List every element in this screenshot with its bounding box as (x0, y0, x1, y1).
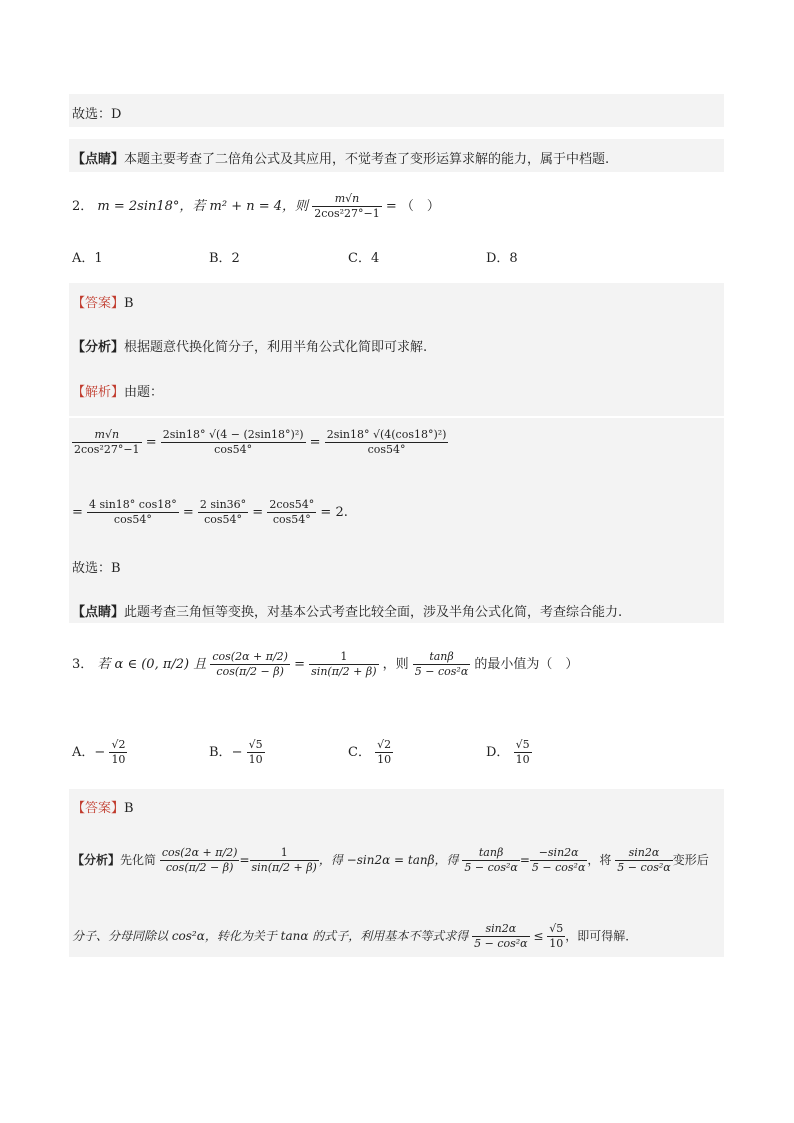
q2-solution: 【解析】由题： (72, 385, 164, 400)
q3-option-b: B．− $\frac{√5}{10}$ (209, 738, 263, 766)
analysis-tag: 【分析】 (72, 340, 125, 355)
q3-option-d: D． $\frac{√5}{10}$ (486, 738, 530, 766)
q2-stem-fraction: $\frac{m√n}{\text{2cos²27°−1}}$ (314, 192, 380, 220)
q3-rhs-fraction: $\frac{1}{\sin(\pi/2 + \beta)}$ (311, 650, 377, 678)
analysis-tag: 【分析】 (72, 852, 121, 867)
answer-tag: 【答案】 (72, 296, 125, 311)
q3-analysis-line1: 【分析】先化简 $\frac{\cos(2\alpha + \pi/2)}{\cos(\pi/2 - \beta)}$ = $\frac{1}{\sin(\pi/2 + \beta)}$ ，得 −sin2α = tanβ，得 $\frac{\tan\beta}{\text{5 − cos²α}}$ = $\frac{-\sin 2\alpha}{\text{5 − cos²α}}$ ，将 $\frac{\sin 2\alpha}{\text{5 − cos²α}}$ 变形后 (72, 846, 709, 874)
q3-stem: 3． 若 α ∈ (0, π/2) 且 $\frac{\cos(2\alpha + \pi/2)}{\cos(\pi/2 - \beta)}$ = $\frac{1}{\sin(\pi/2 + \beta)}$ ，则 $\frac{\tan\beta}{\text{5 − cos²α}}$ 的最小值为（ ） (72, 650, 579, 678)
q2-choose: 故选：B (72, 561, 121, 576)
q1-choose: 故选：D (72, 107, 122, 122)
q3-option-a: A．− $\frac{√2}{10}$ (72, 738, 126, 766)
dianjing-tag: 【点睛】 (72, 152, 125, 167)
q3-answer: 【答案】B (72, 801, 134, 816)
q1-dianjing: 【点睛】本题主要考查了二倍角公式及其应用，不觉考查了变形运算求解的能力，属于中档题. (72, 152, 610, 167)
q2-option-a: A．1 (72, 251, 103, 266)
q2-option-d: D．8 (486, 251, 518, 266)
q2-equation-1: $\frac{m√n}{\text{2cos²27°−1}}$ = $\frac{\text{2sin18° √(4 − (2sin18°)²)}}{\cos 54^\circ}$ = $\frac{\text{2sin18° √(4(cos18°)²)}}{\cos 54^\circ}$ (74, 428, 447, 456)
q2-option-b: B．2 (209, 251, 240, 266)
q2-answer: 【答案】B (72, 296, 134, 311)
q2-dianjing: 【点睛】此题考查三角恒等变换，对基本公式考查比较全面，涉及半角公式化简，考查综合能力. (72, 605, 623, 620)
q2-option-c: C．4 (348, 251, 380, 266)
q2-stem: 2． m = 2sin18°，若 m² + n = 4，则 $\frac{m√n}{\text{2cos²27°−1}}$ = （ ） (72, 192, 440, 220)
solution-tag: 【解析】 (72, 385, 125, 400)
q2-equation-2: = $\frac{4 \sin 18^\circ \cos 18^\circ}{\cos 54^\circ}$ = $\frac{2 \sin 36^\circ}{\cos 54^\circ}$ = $\frac{2\cos 54^\circ}{\cos 54^\circ}$ = 2. (72, 498, 348, 526)
q3-lhs-fraction: $\frac{\cos(2\alpha + \pi/2)}{\cos(\pi/2 - \beta)}$ (212, 650, 288, 678)
q3-option-c: C． $\frac{√2}{10}$ (348, 738, 392, 766)
q3-analysis-line2: 分子、分母同除以 cos²α，转化为关于 tanα 的式子，利用基本不等式求得 $\frac{\sin 2\alpha}{\text{5 − cos²α}}$ ≤ $\frac{√5}{10}$ ，即可得解． (72, 922, 638, 950)
answer-tag: 【答案】 (72, 801, 125, 816)
q2-analysis: 【分析】根据题意代换化简分子，利用半角公式化简即可求解. (72, 340, 428, 355)
q1-choose-band (69, 94, 724, 127)
q3-target-fraction: $\frac{\tan\beta}{\text{5 − cos²α}}$ (414, 650, 469, 678)
dianjing-tag: 【点睛】 (72, 605, 125, 620)
